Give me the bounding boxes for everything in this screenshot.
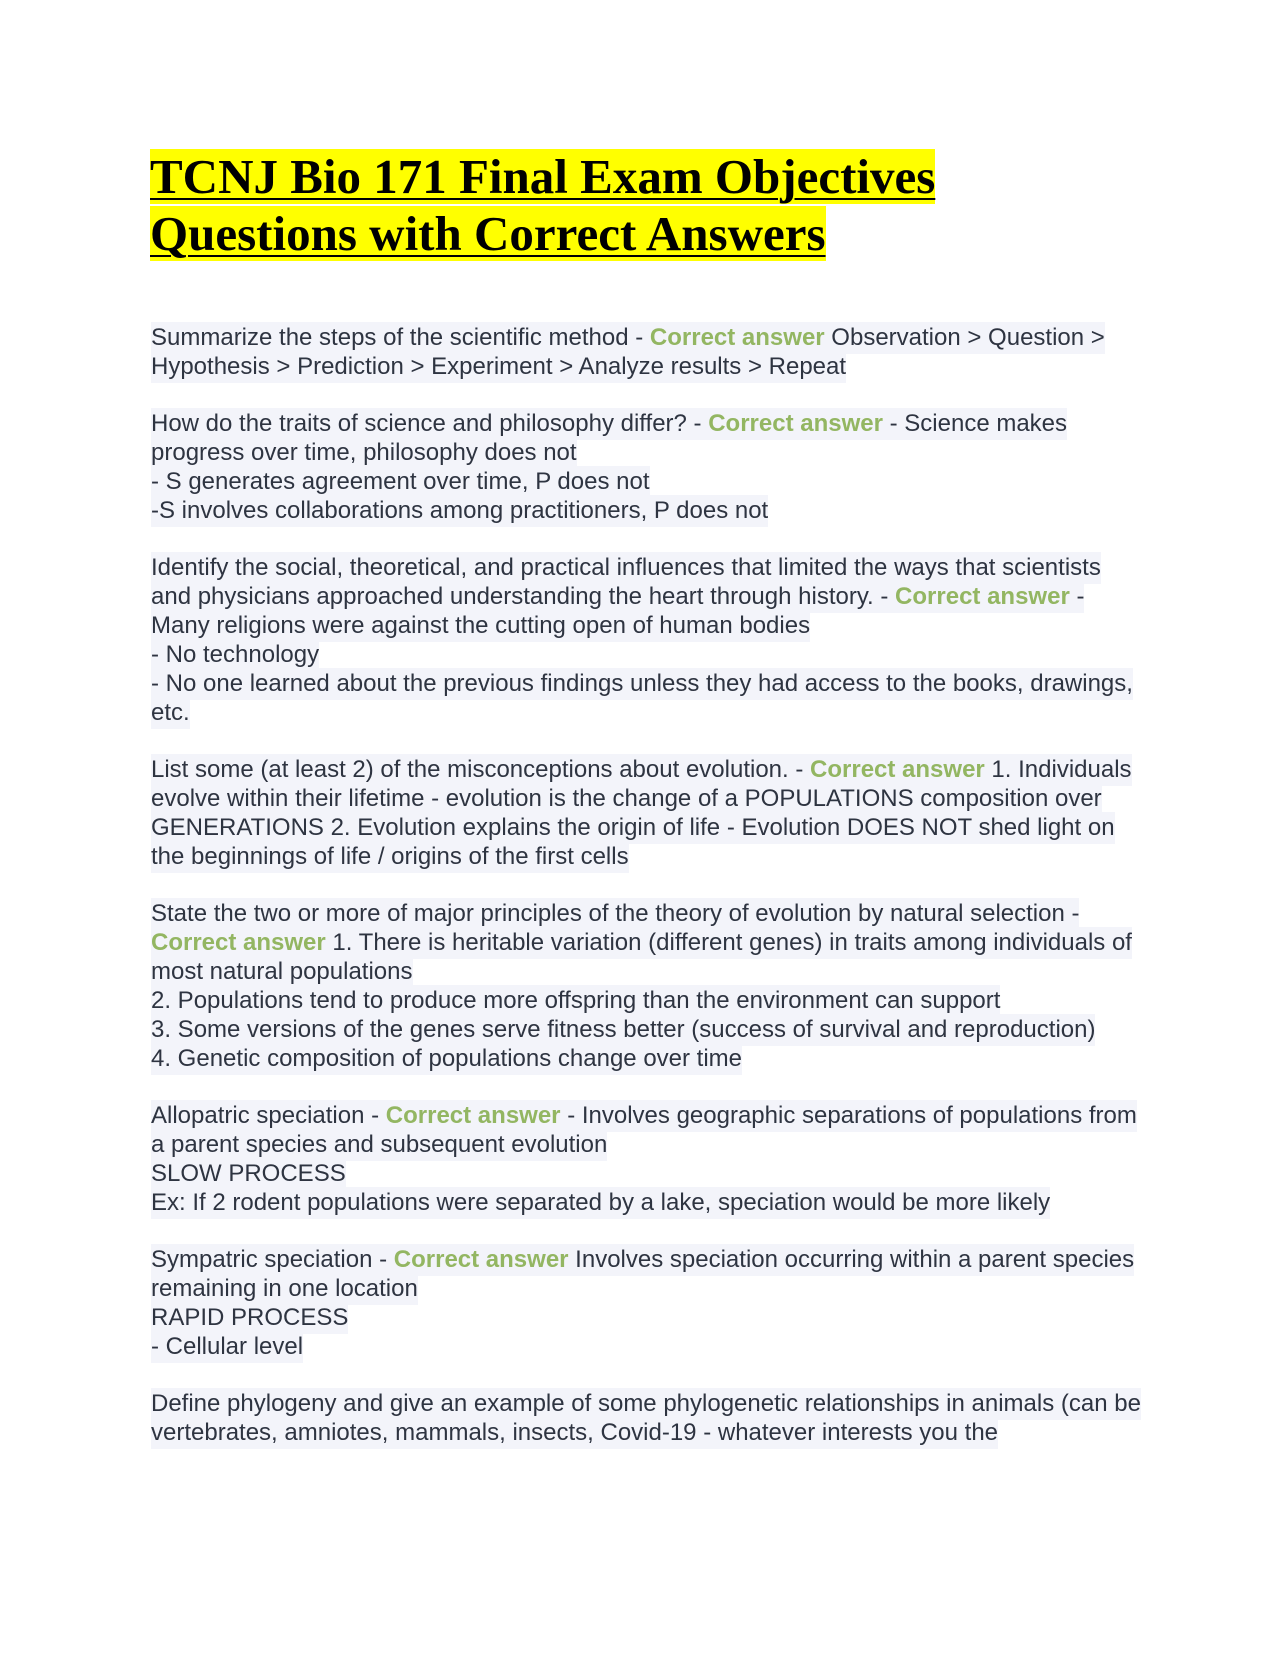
qa-answer-line <box>151 1015 1141 1044</box>
qa-question-text: Allopatric speciation - <box>151 1102 386 1129</box>
qa-answer-line-text: SLOW PROCESS <box>151 1158 346 1190</box>
qa-answer-line-text: - S generates agreement over time, P does not <box>151 466 650 498</box>
qa-answer-text: 1. Individuals evolve within their lifetime - evolution is the change of a POPULATIONS composition over GENERATIONS 2. Evolution explains the origin of life - Evolution DOES NOT shed light on the beginnings of life / origins of the first cells <box>151 756 1132 870</box>
title-line-2: Questions with Correct Answers <box>150 206 826 261</box>
qa-answer-line-text: - No technology <box>151 639 319 671</box>
qa-question-highlight <box>151 408 1067 469</box>
qa-answer-line-text: -S involves collaborations among practitioners, P does not <box>151 495 768 527</box>
qa-question-highlight <box>151 552 1101 642</box>
qa-question-text: State the two or more of major principles of the theory of evolution by natural selection - <box>151 900 1080 927</box>
qa-answer-line <box>151 467 1141 496</box>
qa-item <box>151 899 1141 1073</box>
qa-question-line <box>151 553 1141 640</box>
qa-question-highlight <box>151 1244 1134 1305</box>
correct-answer-label: Correct answer <box>385 1102 561 1129</box>
qa-question-line <box>151 1389 1141 1447</box>
qa-item <box>151 1389 1141 1447</box>
qa-answer-line <box>151 1188 1141 1217</box>
qa-answer-line-text: - Cellular level <box>151 1331 303 1363</box>
qa-answer-line <box>151 640 1141 669</box>
qa-item <box>151 1101 1141 1217</box>
qa-answer-line-text: Ex: If 2 rodent populations were separated by a lake, speciation would be more likely <box>151 1187 1050 1219</box>
qa-question-highlight <box>151 754 1132 873</box>
qa-answer-line-text: RAPID PROCESS <box>151 1302 348 1334</box>
correct-answer-label: Correct answer <box>151 929 326 956</box>
document-title <box>150 148 1150 262</box>
qa-answer-line <box>151 1159 1141 1188</box>
qa-item <box>151 323 1141 381</box>
qa-answer-text: 1. There is heritable variation (different genes) in traits among individuals of most natural populations <box>151 929 1132 985</box>
qa-question-line <box>151 1101 1141 1159</box>
qa-item <box>151 409 1141 525</box>
qa-question-text: How do the traits of science and philosophy differ? - <box>151 410 709 437</box>
correct-answer-label: Correct answer <box>649 324 825 351</box>
qa-answer-line <box>151 986 1141 1015</box>
qa-answer-line-text: 2. Populations tend to produce more offspring than the environment can support <box>151 985 1000 1017</box>
qa-question-line <box>151 755 1141 871</box>
qa-answer-line <box>151 496 1141 525</box>
qa-question-highlight <box>151 1388 1141 1449</box>
qa-question-line <box>151 899 1141 986</box>
qa-answer-line <box>151 1044 1141 1073</box>
qa-question-highlight <box>151 322 1105 383</box>
qa-list <box>151 323 1141 1475</box>
qa-item <box>151 755 1141 871</box>
qa-answer-text: Observation > Question > Hypothesis > Prediction > Experiment > Analyze results > Repeat <box>151 324 1105 380</box>
qa-answer-line <box>151 669 1141 727</box>
qa-answer-text: - Science makes progress over time, philosophy does not <box>151 410 1068 466</box>
qa-question-highlight <box>151 898 1132 988</box>
qa-question-highlight <box>151 1100 1137 1161</box>
qa-answer-text: - Involves geographic separations of populations from a parent species and subsequent evolution <box>151 1102 1137 1158</box>
qa-question-text: Sympatric speciation - <box>151 1246 394 1273</box>
title-line-1: TCNJ Bio 171 Final Exam Objectives <box>150 149 936 204</box>
qa-question-text: Define phylogeny and give an example of some phylogenetic relationships in animals (can be vertebrates, amniotes, mammals, insects, Covid-19 - whatever interests you the <box>151 1390 1141 1446</box>
qa-answer-text: - Many religions were against the cutting open of human bodies <box>151 583 1085 639</box>
correct-answer-label: Correct answer <box>708 410 883 437</box>
qa-question-line <box>151 1245 1141 1303</box>
qa-answer-line-text: 3. Some versions of the genes serve fitness better (success of survival and reproduction) <box>151 1014 1095 1046</box>
qa-question-text: Summarize the steps of the scientific method - <box>151 324 650 351</box>
qa-question-text: Identify the social, theoretical, and practical influences that limited the ways that scientists and physicians approached understanding the heart through history. - <box>151 554 1101 610</box>
correct-answer-label: Correct answer <box>393 1246 569 1273</box>
qa-question-line <box>151 409 1141 467</box>
correct-answer-label: Correct answer <box>895 583 1070 610</box>
qa-answer-line-text: 4. Genetic composition of populations change over time <box>151 1043 742 1075</box>
qa-item <box>151 553 1141 727</box>
qa-item <box>151 1245 1141 1361</box>
qa-answer-line-text: - No one learned about the previous findings unless they had access to the books, drawings, etc. <box>151 668 1133 729</box>
qa-answer-line <box>151 1332 1141 1361</box>
qa-question-line <box>151 323 1141 381</box>
qa-answer-line <box>151 1303 1141 1332</box>
qa-question-text: List some (at least 2) of the misconceptions about evolution. - <box>151 756 811 783</box>
correct-answer-label: Correct answer <box>810 756 985 783</box>
qa-answer-text: Involves speciation occurring within a parent species remaining in one location <box>151 1246 1135 1302</box>
